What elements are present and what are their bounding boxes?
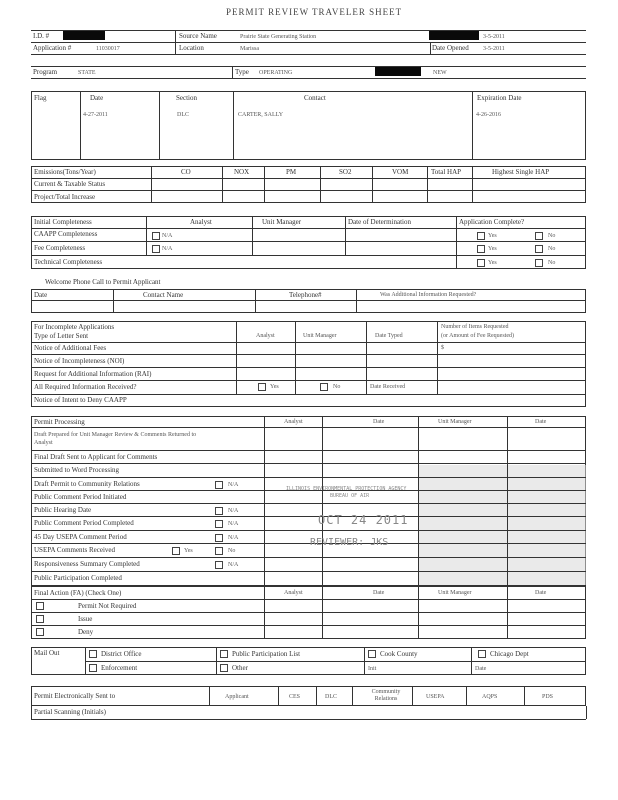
processing-date-header: Date — [373, 419, 385, 425]
processing-row-final-draft: Final Draft Sent to Applicant for Comments — [34, 453, 158, 461]
chicago-dept-checkbox[interactable] — [478, 650, 486, 658]
processing-row-usepa-period: 45 Day USEPA Comment Period — [34, 533, 127, 541]
processing-row-comment-completed: Public Comment Period Completed — [34, 519, 134, 527]
rai-row: Request for Additional Information (RAI) — [34, 370, 152, 378]
other-checkbox[interactable] — [220, 664, 228, 672]
processing-row-word: Submitted to Word Processing — [34, 466, 120, 474]
processing-row-responsiveness: Responsiveness Summary Completed — [34, 560, 140, 568]
processing-row-community: Draft Permit to Community Relations — [34, 480, 140, 488]
final-manager-header: Unit Manager — [438, 590, 472, 596]
caapp-completeness-label: CAAPP Completeness — [34, 230, 98, 238]
info-yes-label: Yes — [270, 384, 279, 390]
emissions-header: Emissions(Tons/Year) — [34, 168, 96, 176]
comment-completed-na-checkbox[interactable] — [215, 520, 223, 528]
info-no-label: No — [333, 384, 341, 390]
final-analyst-header: Analyst — [284, 590, 303, 596]
fee-no-checkbox[interactable] — [535, 245, 543, 253]
welcome-title: Welcome Phone Call to Permit Applicant — [45, 278, 161, 286]
application-complete-header: Application Complete? — [459, 218, 525, 226]
flag-date-value: 4-27-2011 — [83, 112, 108, 118]
redaction-bar — [63, 31, 105, 40]
fee-yes-label: Yes — [488, 246, 497, 252]
welcome-date-header: Date — [34, 291, 48, 299]
applicant-col: Applicant — [225, 694, 249, 700]
final-date-header: Date — [373, 590, 385, 596]
date-opened-value: 3-5-2011 — [483, 46, 505, 52]
incomplete-manager-header: Unit Manager — [303, 333, 337, 339]
date-received-label: Date Received — [370, 384, 406, 390]
additional-fees-row: Notice of Additional Fees — [34, 344, 107, 352]
stamp-reviewer: REVIEWER: JKS — [310, 537, 389, 548]
contact-name-header: Contact Name — [143, 291, 184, 299]
caapp-yes-label: Yes — [488, 233, 497, 239]
mail-date-label: Date — [475, 666, 487, 672]
enforcement-label: Enforcement — [101, 664, 138, 672]
type-label: Type — [235, 68, 249, 76]
contact-header: Contact — [304, 94, 326, 102]
shaded-area — [418, 465, 586, 585]
letter-type-header: Type of Letter Sent — [34, 332, 89, 340]
additional-info-header: Was Additional Information Requested? — [380, 292, 477, 298]
other-label: Other — [232, 664, 248, 672]
caapp-na-label: N/A — [162, 233, 173, 239]
unit-manager-header: Unit Manager — [262, 218, 302, 226]
date-opened-label: Date Opened — [432, 44, 469, 52]
new-value: NEW — [433, 70, 447, 76]
pm-header: PM — [286, 168, 297, 176]
source-name-value: Prairie State Generating Station — [240, 34, 317, 40]
processing-row-draft: Draft Prepared for Unit Manager Review & Comments Returned to Analyst — [34, 432, 197, 446]
issue-label: Issue — [78, 615, 93, 623]
fee-na-checkbox[interactable] — [152, 245, 160, 253]
section-value: DLC — [177, 112, 189, 118]
redaction-bar — [429, 31, 479, 40]
usepa-col: USEPA — [426, 694, 445, 700]
deny-checkbox[interactable] — [36, 628, 44, 636]
fee-completeness-label: Fee Completeness — [34, 244, 86, 252]
participation-list-checkbox[interactable] — [220, 650, 228, 658]
caapp-yes-checkbox[interactable] — [477, 232, 485, 240]
expiration-value: 4-26-2016 — [476, 112, 501, 118]
processing-row-hearing: Public Hearing Date — [34, 506, 92, 514]
usepa-no-label: No — [228, 548, 236, 554]
deny-label: Deny — [78, 628, 94, 636]
nox-header: NOX — [234, 168, 250, 176]
page-title: PERMIT REVIEW TRAVELER SHEET — [226, 7, 403, 17]
caapp-na-checkbox[interactable] — [152, 232, 160, 240]
fee-dollar: $ — [441, 345, 444, 351]
deny-caapp-row: Notice of Intent to Deny CAAPP — [34, 396, 127, 404]
date-top: 3-5-2011 — [483, 34, 505, 40]
cook-county-label: Cook County — [380, 650, 418, 658]
initial-completeness-header: Initial Completeness — [34, 218, 92, 226]
mail-out-label: Mail Out — [34, 649, 60, 657]
final-date2-header: Date — [535, 590, 547, 596]
telephone-header: Telephone# — [289, 291, 322, 299]
usepa-period-na-label: N/A — [228, 535, 239, 541]
caapp-no-checkbox[interactable] — [535, 232, 543, 240]
fee-no-label: No — [548, 246, 556, 252]
hearing-na-label: N/A — [228, 508, 239, 514]
fee-requested-header: (or Amount of Fee Requested) — [441, 333, 514, 339]
usepa-yes-label: Yes — [184, 548, 193, 554]
processing-row-participation: Public Participation Completed — [34, 574, 122, 582]
location-value: Marissa — [240, 46, 259, 52]
partial-scanning-label: Partial Scanning (Initials) — [34, 708, 106, 716]
co-header: CO — [181, 168, 191, 176]
permit-not-required-checkbox[interactable] — [36, 602, 44, 610]
processing-date2-header: Date — [535, 419, 547, 425]
stamp-bureau: BUREAU OF AIR — [330, 493, 370, 499]
section-header: Section — [176, 94, 197, 102]
responsiveness-na-label: N/A — [228, 562, 239, 568]
initials-label: Init — [368, 666, 377, 672]
district-office-label: District Office — [101, 650, 142, 658]
community-na-checkbox[interactable] — [215, 481, 223, 489]
technical-yes-checkbox[interactable] — [477, 259, 485, 267]
usepa-yes-checkbox[interactable] — [172, 547, 180, 555]
incomplete-analyst-header: Analyst — [256, 333, 275, 339]
application-label: Application # — [33, 44, 72, 52]
community-relations-col: Community Relations — [371, 689, 401, 702]
enforcement-checkbox[interactable] — [89, 664, 97, 672]
participation-list-label: Public Participation List — [232, 650, 301, 658]
processing-row-comment-initiated: Public Comment Period Initiated — [34, 493, 127, 501]
ces-col: CES — [289, 694, 301, 700]
info-yes-checkbox[interactable] — [258, 383, 266, 391]
technical-yes-label: Yes — [488, 260, 497, 266]
source-name-label: Source Name — [179, 32, 217, 40]
type-value: OPERATING — [259, 70, 293, 76]
info-received-row: All Required Information Received? — [34, 383, 137, 391]
emissions-row-label: Project/Total Increase — [34, 193, 96, 201]
date-determination-header: Date of Determination — [348, 218, 411, 226]
expiration-header: Expiration Date — [477, 94, 522, 102]
so2-header: SO2 — [339, 168, 352, 176]
usepa-no-checkbox[interactable] — [215, 547, 223, 555]
pds-col: PDS — [542, 694, 554, 700]
comment-completed-na-label: N/A — [228, 521, 239, 527]
permit-not-required-label: Permit Not Required — [78, 602, 137, 610]
technical-no-checkbox[interactable] — [535, 259, 543, 267]
community-na-label: N/A — [228, 482, 239, 488]
aqps-col: AQPS — [482, 694, 498, 700]
electronic-label: Permit Electronically Sent to — [34, 692, 116, 700]
issue-checkbox[interactable] — [36, 615, 44, 623]
vom-header: VOM — [392, 168, 409, 176]
processing-row-usepa-received: USEPA Comments Received — [34, 546, 116, 554]
incomplete-header: For Incomplete Applications — [34, 323, 115, 331]
highest-hap-header: Highest Single HAP — [492, 168, 550, 176]
final-action-header: Final Action (FA) (Check One) — [34, 589, 122, 597]
responsiveness-na-checkbox[interactable] — [215, 561, 223, 569]
fee-na-label: N/A — [162, 246, 173, 252]
processing-analyst-header: Analyst — [284, 419, 303, 425]
chicago-dept-label: Chicago Dept — [490, 650, 529, 658]
id-label: I.D. # — [33, 32, 50, 40]
dlc-col: DLC — [325, 694, 337, 700]
analyst-header: Analyst — [190, 218, 212, 226]
noi-row: Notice of Incompleteness (NOI) — [34, 357, 125, 365]
program-label: Program — [33, 68, 58, 76]
technical-no-label: No — [548, 260, 556, 266]
items-requested-header: Number of Items Requested — [441, 324, 509, 330]
technical-completeness-label: Technical Completeness — [34, 258, 103, 266]
total-hap-header: Total HAP — [431, 168, 462, 176]
caapp-no-label: No — [548, 233, 556, 239]
district-office-checkbox[interactable] — [89, 650, 97, 658]
redaction-bar — [375, 67, 421, 76]
cook-county-checkbox[interactable] — [368, 650, 376, 658]
date-typed-header: Date Typed — [375, 333, 403, 339]
processing-manager-header: Unit Manager — [438, 419, 472, 425]
hearing-na-checkbox[interactable] — [215, 507, 223, 515]
date-header: Date — [90, 94, 104, 102]
location-label: Location — [179, 44, 204, 52]
emissions-row-label: Current & Taxable Status — [34, 180, 106, 188]
application-value: 11030017 — [96, 46, 120, 52]
usepa-period-na-checkbox[interactable] — [215, 534, 223, 542]
permit-processing-header: Permit Processing — [34, 418, 85, 426]
contact-value: CARTER, SALLY — [238, 112, 284, 118]
fee-yes-checkbox[interactable] — [477, 245, 485, 253]
stamp-date: OCT 24 2011 — [318, 513, 409, 527]
stamp-agency: ILLINOIS ENVIRONMENTAL PROTECTION AGENCY — [286, 486, 407, 492]
info-no-checkbox[interactable] — [320, 383, 328, 391]
program-value: STATE — [78, 70, 96, 76]
flag-header: Flag — [34, 94, 47, 102]
